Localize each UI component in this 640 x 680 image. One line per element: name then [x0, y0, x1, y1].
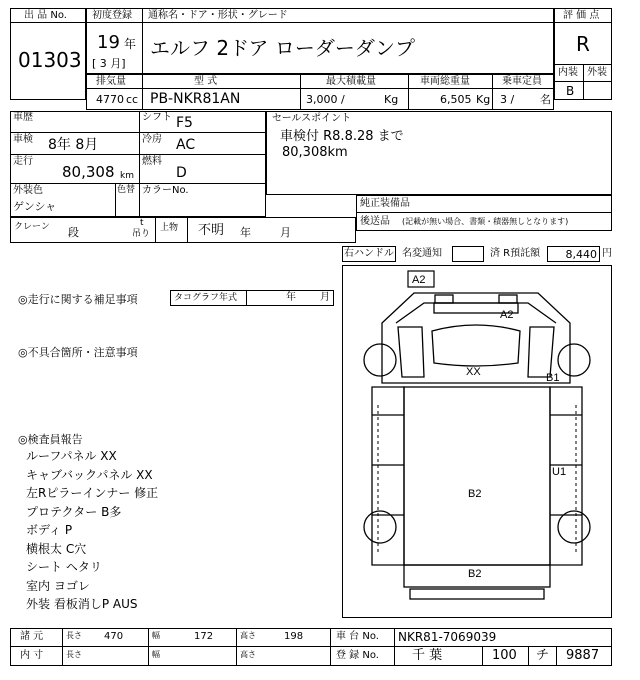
defects-label: ◎不具合箇所・注意事項: [18, 346, 138, 359]
fuel-value: D: [176, 165, 187, 181]
lot-number-label: 出 品 No.: [24, 10, 67, 21]
divider: [356, 212, 612, 213]
type-label: 型 式: [194, 76, 218, 87]
capacity-unit: 名: [540, 93, 551, 106]
type-code: PB-NKR81AN: [150, 91, 241, 107]
tachograph-year-label: 年: [286, 292, 296, 303]
right-window: [528, 327, 554, 377]
rear-right-wheel: [558, 511, 590, 543]
aftermarket-label: 後送品: [360, 216, 390, 227]
body-value: 不明: [198, 223, 225, 238]
divider: [394, 628, 395, 666]
max-load-unit: Kg: [384, 93, 399, 106]
divider: [155, 217, 156, 243]
divider: [10, 646, 612, 647]
front-left-wheel: [364, 344, 396, 376]
color-number-label: カラーNo.: [142, 185, 189, 196]
rear-bumper: [410, 589, 544, 599]
interior-length-label: 長さ: [66, 650, 82, 659]
sales-point-line-1: 車検付 R8.8.28 まで: [280, 129, 404, 144]
dimensions-label: 諸 元: [20, 631, 44, 642]
recycle-amount: 8,440: [565, 248, 597, 261]
ton-label: t: [140, 218, 144, 228]
crane-label: クレーン: [14, 222, 50, 232]
left-mirror: [435, 295, 453, 303]
cooling-label: 冷房: [142, 134, 162, 145]
divider: [148, 628, 149, 666]
inspector-report-item: 横根太 C穴: [26, 541, 87, 556]
capacity: 3 /: [500, 93, 515, 106]
hang-label: 吊り: [132, 229, 151, 239]
sales-point-label: セールスポイント: [272, 113, 352, 124]
displacement-label: 排気量: [96, 76, 126, 87]
gross-weight-label: 車両総重量: [420, 76, 470, 87]
rear-left-wheel: [364, 511, 396, 543]
lot-number: 01303: [18, 48, 82, 72]
shift-value: F5: [176, 115, 193, 131]
inspector-report-item: 室内 ヨゴレ: [26, 578, 90, 593]
divider: [300, 74, 301, 110]
cooling-value: AC: [176, 137, 196, 153]
damage-mark: A2: [412, 274, 426, 286]
windshield: [432, 325, 520, 366]
plate-class: 100: [492, 648, 517, 663]
tachograph-label: タコグラフ年式: [174, 293, 238, 303]
interior-dims-label: 内 寸: [20, 650, 44, 661]
deck-floor: [404, 387, 550, 565]
displacement: 4770: [96, 93, 124, 106]
divider: [86, 22, 554, 23]
body-month-label: 月: [280, 226, 291, 239]
divider: [10, 132, 266, 133]
interior-height-label: 高さ: [240, 650, 256, 659]
divider: [556, 646, 557, 666]
divider: [142, 8, 143, 74]
divider: [492, 74, 493, 110]
divider: [10, 183, 266, 184]
length-label: 長さ: [66, 631, 82, 640]
supplement-label: ◎走行に関する補足事項: [18, 293, 138, 306]
model-label: 通称名・ドア・形状・グレード: [148, 10, 288, 21]
mileage-unit: km: [120, 171, 134, 181]
inspector-report-label: ◎検査員報告: [18, 433, 83, 446]
plate-number: 9887: [566, 648, 600, 663]
capacity-label: 乗車定員: [502, 76, 542, 87]
aftermarket-note: (記載が無い場合、書類・積器無しとなります): [402, 217, 569, 226]
chassis-number: NKR81-7069039: [398, 630, 497, 644]
mileage-value: 80,308: [62, 163, 115, 181]
width-label: 幅: [152, 631, 160, 640]
inspector-report-item: 外装 看板消しP AUS: [26, 597, 138, 611]
sales-point-line-2: 80,308km: [282, 145, 348, 160]
inspector-report-item: 左Rピラーインナー 修正: [26, 486, 159, 500]
color-change-label: 色替: [117, 185, 136, 195]
divider: [115, 183, 116, 217]
first-registration-month: [ 3 月]: [92, 57, 126, 70]
plate-label: 登 録 No.: [336, 650, 379, 661]
standard-equipment-label: 純正装備品: [360, 198, 410, 209]
body-label: 上物: [160, 223, 179, 233]
damage-mark: XX: [466, 366, 481, 378]
divider: [236, 628, 237, 666]
damage-mark: A2: [500, 309, 514, 321]
interior-grade: B: [566, 84, 575, 98]
divider: [139, 183, 140, 217]
damage-mark: B1: [546, 372, 560, 384]
damage-mark: B2: [468, 488, 482, 500]
mileage-label: 走行: [13, 156, 33, 167]
first-registration-year: 19: [97, 32, 120, 53]
inspection-label: 車検: [13, 134, 33, 145]
damage-mark: U1: [552, 466, 567, 478]
rating-label: 評 価 点: [563, 10, 600, 21]
overall-rating: R: [576, 32, 590, 56]
inspector-report-item: キャブバックパネル XX: [26, 467, 153, 482]
tachograph-month-label: 月: [320, 292, 330, 303]
inspection-date: 8年 8月: [48, 137, 99, 153]
divider: [554, 22, 612, 23]
divider: [10, 154, 266, 155]
first-registration-label: 初度登録: [92, 10, 132, 21]
crane-row: [10, 217, 356, 243]
divider: [187, 217, 188, 243]
chassis-label: 車 台 No.: [336, 631, 379, 642]
inspector-report-item: プロテクター B多: [26, 504, 122, 519]
exterior-color-label: 外装色: [13, 185, 43, 196]
footer-table: [10, 628, 612, 666]
year-unit: 年: [124, 37, 137, 51]
max-load-label: 最大積載量: [326, 76, 376, 87]
gross-weight: 6,505: [440, 93, 472, 106]
interior-width-label: 幅: [152, 650, 160, 659]
divider: [408, 74, 409, 110]
recycle-unit: 円: [602, 248, 612, 259]
divider: [583, 64, 584, 100]
model-name: エルフ 2ドア ローダーダンプ: [150, 36, 416, 60]
displacement-unit: cc: [126, 93, 139, 106]
stage-label: 段: [68, 226, 79, 239]
shift-label: シフト: [142, 112, 172, 123]
handle-side: 右ハンドル: [344, 248, 394, 259]
right-mirror: [499, 295, 517, 303]
body-year-label: 年: [240, 226, 251, 239]
divider: [142, 74, 143, 110]
interior-grade-label: 内装: [558, 67, 578, 78]
history-label: 車歴: [13, 112, 33, 123]
height-label: 高さ: [240, 631, 256, 640]
name-change-box: [452, 246, 484, 262]
divider: [139, 111, 140, 183]
width-value: 172: [194, 631, 214, 642]
exterior-color: ゲンシャ: [13, 200, 57, 213]
divider: [528, 646, 529, 666]
truck-diagram: [342, 265, 612, 618]
damage-mark: B2: [468, 568, 482, 580]
name-change-label: 名変通知: [402, 248, 442, 259]
recycle-label: 済 R預託額: [490, 248, 541, 259]
divider: [482, 646, 483, 666]
inspector-report-item: シート ヘタリ: [26, 560, 102, 574]
length-value: 470: [104, 631, 124, 642]
exterior-grade-label: 外装: [587, 67, 607, 78]
divider: [86, 88, 554, 89]
inspector-report-item: ルーフパネル XX: [26, 449, 117, 463]
gross-weight-unit: Kg: [476, 93, 491, 106]
left-side-gate: [372, 387, 404, 565]
left-window: [398, 327, 424, 377]
height-value: 198: [284, 631, 304, 642]
divider: [62, 628, 63, 666]
fuel-label: 燃料: [142, 156, 162, 167]
max-load: 3,000 /: [306, 93, 345, 106]
plate-kana: チ: [536, 648, 550, 663]
divider: [330, 628, 331, 666]
inspector-report-item: ボディ P: [26, 523, 73, 537]
divider: [10, 22, 86, 23]
divider: [246, 290, 247, 306]
front-right-wheel: [558, 344, 590, 376]
plate-region: 千 葉: [412, 648, 443, 663]
